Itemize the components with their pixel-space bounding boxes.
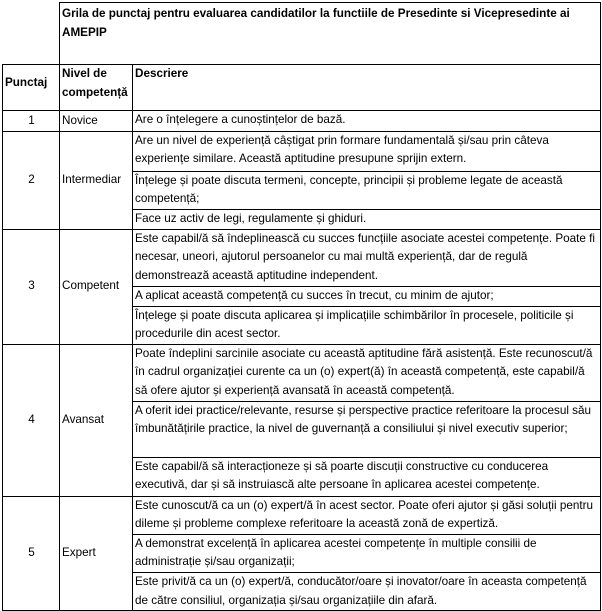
- table-row: [3, 131, 601, 171]
- title-corner-cell: [3, 3, 60, 65]
- scoring-table: [2, 2, 601, 611]
- table-row: [3, 111, 601, 132]
- score-cell: 2: [3, 131, 60, 229]
- level-cell: Novice: [60, 111, 133, 132]
- header-row: [3, 65, 601, 111]
- description-cell: Are o înțelegere a cunoștințelor de bază.: [133, 111, 601, 132]
- description-cell: Face uz activ de legi, regulamente și ghiduri.: [133, 209, 601, 229]
- description-cell: A demonstrat excelență în aplicarea acestei competențe în multiple consilii de administrație și/sau organizații;: [133, 534, 601, 572]
- level-cell: Avansat: [60, 344, 133, 496]
- score-cell: 1: [3, 111, 60, 132]
- description-cell: A oferit idei practice/relevante, resurse și perspective practice referitoare la procesul său îmbunătățirile practice, la nivel de guvernanță a consiliului și nivel executiv superior;: [133, 401, 601, 457]
- score-cell: 3: [3, 229, 60, 344]
- header-description: Descriere: [133, 65, 601, 111]
- level-cell: Expert: [60, 496, 133, 611]
- table-row: [3, 496, 601, 534]
- level-cell: Intermediar: [60, 131, 133, 229]
- description-cell: A aplicat această competență cu succes în trecut, cu minim de ajutor;: [133, 286, 601, 306]
- description-cell: Este capabil/ă să îndeplinească cu succes funcțiile asociate acestei competențe. Poate fi necesar, uneori, ajutorul persoanelor cu mai multă experiență, dar de regulă demonstrează această aptitudine independent.: [133, 229, 601, 286]
- document-title: Grila de punctaj pentru evaluarea candidatilor la functiile de Presedinte si Vicepresedinte ai AMEPIP: [60, 3, 601, 65]
- table-row: [3, 229, 601, 286]
- table-row: [3, 344, 601, 401]
- level-cell: Competent: [60, 229, 133, 344]
- description-cell: Este privit/ă ca un (o) expert/ă, conducător/oare și inovator/oare în aceasta competență de către consiliul, organizația și/sau organizațiile din afară.: [133, 572, 601, 610]
- description-cell: Este capabil/ă să interacționeze și să poarte discuții constructive cu conducerea executivă, dar și să instruiască alte persoane în aplicarea acestei competențe.: [133, 457, 601, 496]
- header-score: Punctaj: [3, 65, 60, 111]
- description-cell: Are un nivel de experiență câștigat prin formare fundamentală și/sau prin câteva experiențe similare. Această aptitudine presupune sprijin extern.: [133, 131, 601, 171]
- header-level: Nivel de competență: [60, 65, 133, 111]
- description-cell: Poate îndeplini sarcinile asociate cu această aptitudine fără asistență. Este recunoscut/ă în cadrul organizației curente ca un (o) expert(ă) în această competență, este capabil/ă să ofere ajutor și experiență avansată în această competență.: [133, 344, 601, 401]
- description-cell: Este cunoscut/ă ca un (o) expert/ă în acest sector. Poate oferi ajutor și găsi soluții pentru dileme și probleme complexe referitoare la această zonă de expertiză.: [133, 496, 601, 534]
- score-cell: 4: [3, 344, 60, 496]
- title-row: [3, 3, 601, 65]
- score-cell: 5: [3, 496, 60, 611]
- description-cell: Înțelege și poate discuta aplicarea și implicațiile schimbărilor în procesele, politicile și procedurile din acest sector.: [133, 306, 601, 344]
- description-cell: Înțelege și poate discuta termeni, concepte, principii și probleme legate de această competență;: [133, 171, 601, 209]
